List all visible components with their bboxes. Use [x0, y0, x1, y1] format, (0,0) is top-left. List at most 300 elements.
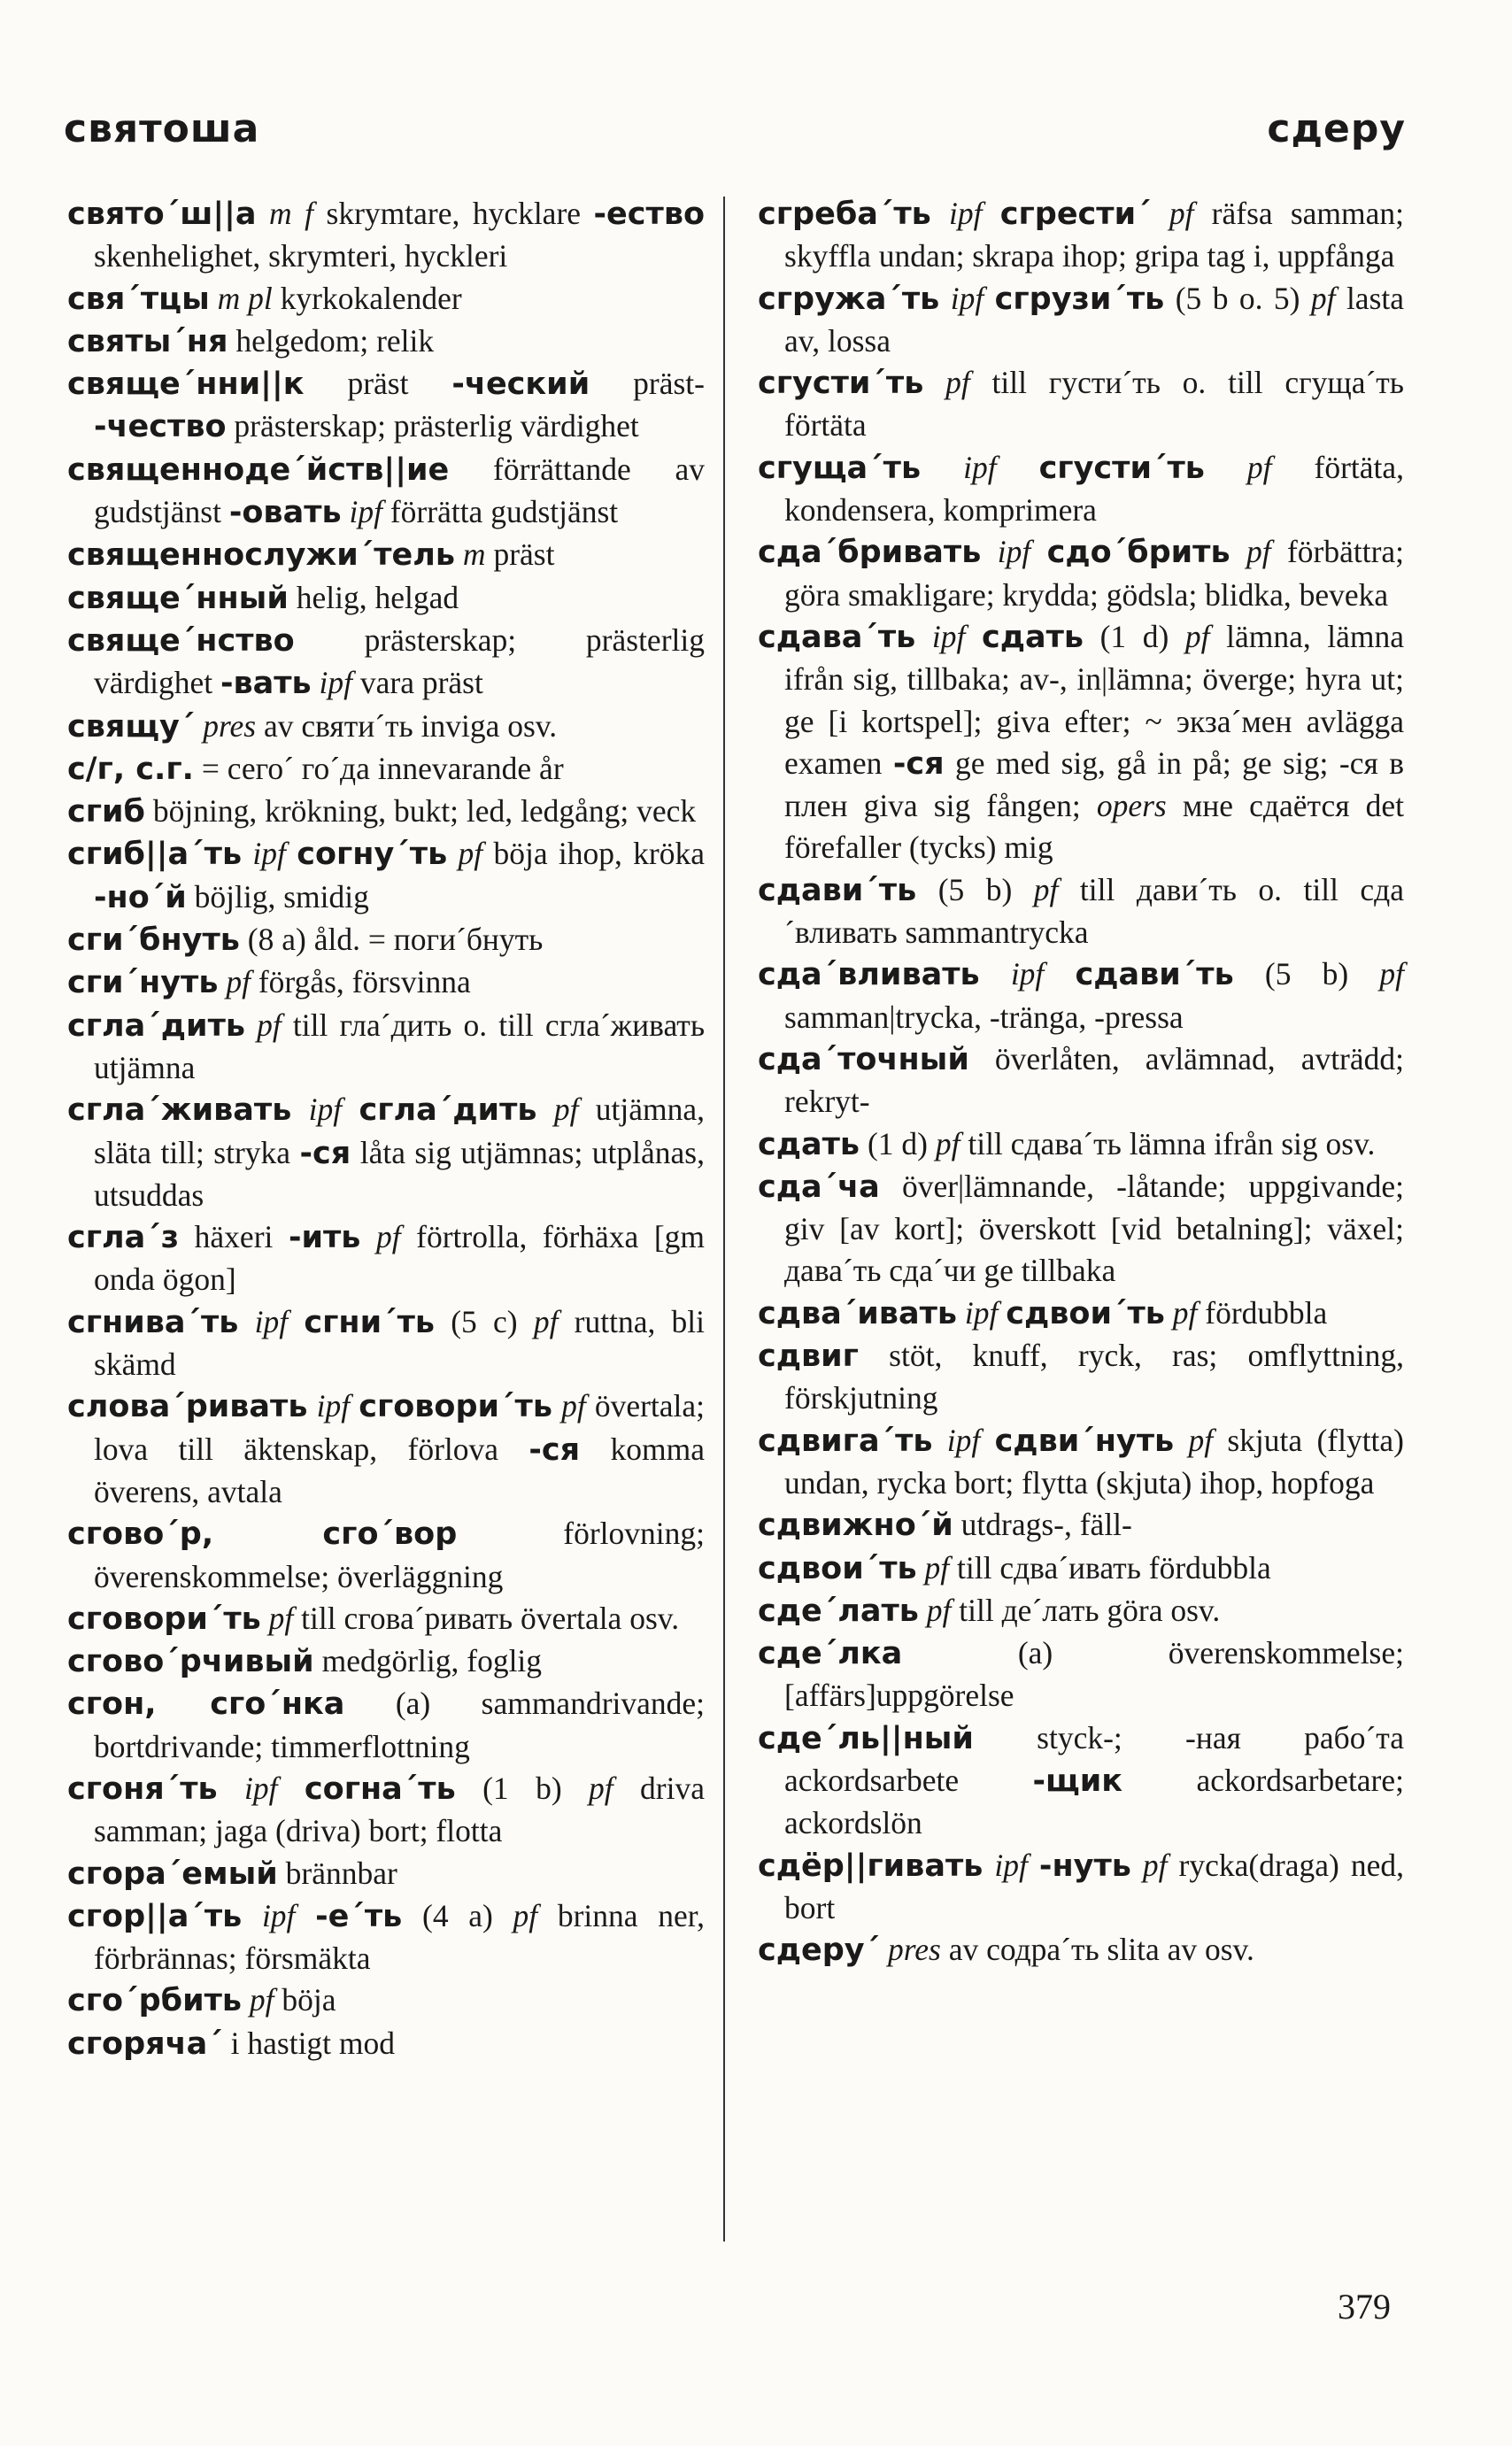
- definition-text: förbättra; göra smakligare; krydda; gödsla; blidka, beveka: [784, 534, 1405, 613]
- grammar-label: pf: [226, 964, 251, 1000]
- definition-text: kyrkokalender: [272, 280, 462, 316]
- definition-text: [312, 665, 320, 700]
- definition-text: [915, 619, 932, 654]
- definition-text: [447, 836, 458, 871]
- dictionary-entry: [67, 706, 705, 748]
- dictionary-entry: [758, 1166, 1404, 1292]
- definition-text: förlovning; överenskommelse; överläggning: [94, 1516, 705, 1594]
- definition-text: [939, 281, 950, 316]
- headword: сги´бнуть: [67, 922, 240, 959]
- definition-text: böja: [274, 1982, 336, 2018]
- headword: сдвижно´й: [758, 1508, 953, 1544]
- headword: сгово´рчивый: [67, 1644, 314, 1680]
- definition-text: samman|trycka, -tränga, -pressa: [784, 999, 1184, 1035]
- grammar-label: pf: [533, 1303, 559, 1339]
- headword: священноде´йств||ие: [67, 451, 450, 488]
- headword: сда´бривать: [758, 535, 982, 571]
- definition-text: (5 b o. 5): [1164, 280, 1311, 316]
- definition-text: [286, 836, 297, 871]
- definition-text: = сего´ го´да innevarande år: [193, 750, 564, 786]
- grammar-label: pf: [1310, 280, 1336, 316]
- headword: сгон, сго´нка: [67, 1686, 345, 1723]
- headword: свяще´нни||к: [67, 367, 305, 403]
- definition-text: (1 b): [455, 1770, 590, 1806]
- grammar-label: ipf: [997, 534, 1031, 570]
- definition-text: helig, helgad: [288, 579, 459, 615]
- definition-text: [933, 1423, 947, 1458]
- grammar-label: m f: [269, 196, 314, 231]
- headword: сгора´емый: [67, 1856, 278, 1892]
- definition-text: [983, 196, 1000, 231]
- derived-form: сдви´нуть: [994, 1423, 1175, 1459]
- definition-text: ackordsarbetare; ackordslön: [784, 1762, 1404, 1841]
- definition-text: [1044, 956, 1075, 992]
- definition-text: [998, 1295, 1006, 1331]
- definition-text: prästerskap; prästerlig värdighet: [94, 621, 705, 701]
- dictionary-entry: [758, 1504, 1404, 1547]
- grammar-label: pf: [1169, 196, 1194, 231]
- definition-text: (5 c): [435, 1303, 534, 1339]
- definition-text: [980, 1423, 994, 1458]
- grammar-label: pf: [1246, 534, 1271, 570]
- definition-text: utjämna, släta till; stryka: [94, 1092, 706, 1170]
- dictionary-entry: [758, 1845, 1404, 1930]
- definition-text: [350, 1388, 359, 1424]
- definition-text: [342, 494, 350, 529]
- headword: сда´вливать: [758, 957, 980, 993]
- dictionary-entry: [67, 1640, 705, 1683]
- definition-text: komma överens, avtala: [94, 1431, 705, 1509]
- grammar-label: pf: [375, 1219, 401, 1255]
- dictionary-entry: [67, 620, 705, 706]
- headword: сгружа´ть: [758, 281, 940, 317]
- definition-text: över|lämnande, -låtande; uppgivande; giv [av kort]; överskott [vid betalning]; växel; дава´ть сда´чи ge tillbaka: [784, 1168, 1404, 1289]
- definition-text: [983, 1848, 994, 1883]
- headword: священнослужи´тель: [67, 537, 456, 574]
- grammar-label: ipf: [244, 1770, 278, 1806]
- dictionary-entry: [67, 1683, 705, 1768]
- definition-text: [923, 365, 945, 400]
- definition-text: [880, 1932, 888, 1967]
- definition-text: [278, 1771, 305, 1806]
- definition-text: stöt, knuff, ryck, ras; omflyttning, förskjutning: [784, 1338, 1404, 1416]
- dictionary-entry: [67, 449, 705, 535]
- grammar-label: ipf: [964, 1294, 999, 1331]
- grammar-label: m pl: [217, 280, 273, 316]
- derived-form: -вать: [220, 666, 312, 702]
- grammar-label: pf: [458, 836, 483, 872]
- headword: сдеру´: [758, 1933, 881, 1969]
- definition-text: vara präst: [352, 665, 483, 701]
- definition-text: prästerskap; prästerlig värdighet: [226, 408, 639, 444]
- definition-text: [1030, 534, 1046, 569]
- definition-text: låta sig utjämnas; utplånas, utsuddas: [94, 1134, 705, 1213]
- definition-text: brinna ner, förbrännas; försmäkta: [94, 1897, 706, 1977]
- headword: с/г, с.г.: [67, 751, 194, 787]
- headword: сгиб||а´ть: [67, 837, 243, 873]
- dictionary-entry: [758, 531, 1404, 616]
- headword: сде´ль||ный: [758, 1720, 974, 1756]
- dictionary-entry: [67, 748, 705, 791]
- dictionary-entry: [758, 1335, 1404, 1420]
- headword: сдвига´ть: [758, 1423, 933, 1459]
- definition-text: förtäta, kondensera, komprimera: [784, 449, 1405, 529]
- dictionary-entry: [758, 193, 1404, 278]
- definition-text: medgörlig, foglig: [313, 1643, 543, 1679]
- definition-text: [1152, 196, 1169, 231]
- headword: сдвиг: [758, 1339, 859, 1375]
- definition-text: styck-; -ная рабо´та ackordsarbete: [784, 1719, 1404, 1798]
- dictionary-entry: [758, 953, 1404, 1038]
- grammar-label: pf: [1033, 871, 1059, 907]
- grammar-label: pf: [1246, 449, 1272, 485]
- dictionary-entry: [67, 791, 705, 833]
- headword: сгреба´ть: [758, 197, 931, 232]
- grammar-label: pf: [926, 1592, 952, 1628]
- grammar-label: ipf: [1010, 956, 1045, 992]
- dictionary-entry: [67, 919, 705, 961]
- headword: сгусти´ть: [758, 366, 924, 402]
- definition-text: böja ihop, kröka: [482, 836, 706, 872]
- headword: сго´рбить: [67, 1983, 243, 2019]
- definition-text: lämna, lämna ifrån sig, tillbaka; av-, in|lämna; överge; hyra ut; ge [i kortspel]; giva efter; ~ экза´мен avlägga examen: [784, 618, 1405, 781]
- definition-text: till де´лать göra osv.: [951, 1592, 1221, 1628]
- grammar-label: pf: [924, 1549, 950, 1586]
- definition-text: [1028, 1848, 1039, 1883]
- definition-text: [242, 836, 252, 871]
- dictionary-entry: [67, 1598, 705, 1640]
- definition-text: förgås, försvinna: [250, 964, 471, 1000]
- grammar-label: ipf: [949, 196, 983, 231]
- dictionary-entry: [67, 1385, 705, 1513]
- headword: свяще´нство: [67, 622, 295, 659]
- definition-text: av содра´ть slita av osv.: [940, 1932, 1254, 1968]
- dictionary-entry: [758, 1038, 1404, 1123]
- dictionary-entry: [758, 1547, 1404, 1590]
- definition-text: [957, 1295, 965, 1331]
- headword: свя´тцы: [67, 281, 210, 317]
- dictionary-entry: [758, 1632, 1404, 1717]
- grammar-label: m: [462, 536, 486, 573]
- dictionary-entry: [67, 1513, 705, 1598]
- grammar-label: opers: [1096, 788, 1167, 824]
- dictionary-entry: [67, 2023, 705, 2065]
- definition-text: мне сдаётся det förefaller (tycks) mig: [784, 788, 1404, 866]
- derived-form: сдави´ть: [1075, 957, 1234, 993]
- definition-text: [552, 1388, 561, 1424]
- dictionary-entry: [758, 869, 1404, 954]
- definition-text: rycka(draga) ned, bort: [784, 1847, 1405, 1925]
- definition-text: [238, 1304, 254, 1339]
- definition-text: präst: [485, 536, 555, 573]
- definition-text: [919, 1593, 927, 1628]
- headword: сдёр||гивать: [758, 1848, 984, 1884]
- headword: сдава´ть: [758, 619, 916, 655]
- definition-text: förrätta gudstjänst: [382, 494, 619, 530]
- running-header-right: сдеру: [1267, 106, 1406, 151]
- dictionary-entry: [67, 833, 705, 919]
- column-divider: [723, 197, 725, 2242]
- definition-text: präst: [304, 366, 452, 402]
- running-header-left: святоша: [64, 106, 260, 151]
- dictionary-entry: [67, 1979, 705, 2022]
- definition-text: [1131, 1848, 1143, 1883]
- definition-text: [291, 1092, 308, 1127]
- dictionary-entry: [67, 1216, 705, 1301]
- definition-text: [1205, 450, 1247, 485]
- definition-text: lasta av, lossa: [784, 280, 1405, 359]
- headword: сгла´з: [67, 1220, 180, 1256]
- derived-form: -ся: [892, 745, 945, 782]
- definition-text: förrättande av gudstjänst: [94, 451, 705, 530]
- grammar-label: pf: [935, 1125, 960, 1161]
- headword: сгла´живать: [67, 1092, 292, 1129]
- headword: сгор||а´ть: [67, 1898, 243, 1934]
- definition-text: (1 d): [1084, 618, 1185, 654]
- definition-text: [288, 1304, 304, 1339]
- dictionary-entry: [758, 362, 1404, 447]
- definition-text: (1 d): [860, 1125, 936, 1161]
- grammar-label: pres: [888, 1932, 941, 1968]
- dictionary-entry: [67, 363, 705, 449]
- grammar-label: pf: [1142, 1847, 1168, 1883]
- grammar-label: pf: [589, 1770, 613, 1806]
- derived-form: сгусти´ть: [1038, 450, 1205, 486]
- left-column: [67, 193, 705, 2065]
- dictionary-entry: [758, 1590, 1404, 1632]
- derived-form: -ческий: [451, 367, 590, 403]
- dictionary-entry: [67, 193, 705, 278]
- headword: свяще´нный: [67, 580, 289, 616]
- headword: святы´ня: [67, 323, 228, 359]
- definition-text: helgedom; relik: [228, 322, 435, 359]
- headword: сда´ча: [758, 1169, 880, 1205]
- dictionary-entry: [67, 320, 705, 363]
- grammar-label: ipf: [319, 665, 353, 701]
- grammar-label: ipf: [349, 494, 382, 530]
- dictionary-entry: [67, 577, 705, 620]
- right-column: [758, 193, 1404, 1971]
- definition-text: driva samman; jaga (driva) bort; flotta: [94, 1770, 705, 1849]
- definition-text: [455, 536, 463, 572]
- definition-text: [261, 1601, 269, 1636]
- definition-text: [931, 196, 949, 231]
- dictionary-entry: [67, 534, 705, 576]
- derived-form: сговори´ть: [359, 1389, 552, 1425]
- dictionary-entry: [758, 278, 1404, 363]
- definition-text: fördubbla: [1197, 1294, 1328, 1331]
- headword: сги´нуть: [67, 965, 219, 1001]
- definition-text: överlåten, avlämnad, avträdd; rekryt-: [784, 1040, 1404, 1120]
- derived-form: сдать: [981, 619, 1084, 655]
- definition-text: [537, 1092, 554, 1127]
- grammar-label: ipf: [261, 1897, 296, 1933]
- definition-text: [195, 708, 203, 744]
- definition-text: till гла´дить o. till сгла´живать utjämna: [94, 1007, 706, 1085]
- derived-form: -но´й: [94, 879, 187, 915]
- derived-form: -чество: [94, 409, 227, 445]
- definition-text: (4 a): [402, 1897, 513, 1933]
- grammar-label: ipf: [254, 1303, 289, 1339]
- dictionary-entry: [67, 1089, 705, 1216]
- dictionary-entry: [758, 616, 1404, 869]
- definition-text: till сдва´ивать fördubbla: [949, 1549, 1271, 1586]
- derived-form: согну´ть: [297, 837, 448, 873]
- definition-text: till сгова´ривать övertala osv.: [293, 1600, 680, 1636]
- definition-text: [921, 450, 963, 485]
- grammar-label: pf: [1379, 956, 1405, 992]
- definition-text: brännbar: [277, 1855, 397, 1891]
- grammar-label: pres: [203, 707, 257, 744]
- headword: сгиб: [67, 794, 145, 830]
- derived-form: -ся: [528, 1431, 581, 1468]
- derived-form: сдо´брить: [1046, 535, 1230, 571]
- definition-text: böjlig, smidig: [186, 878, 369, 914]
- grammar-label: ipf: [994, 1847, 1028, 1883]
- definition-text: [218, 1771, 244, 1806]
- definition-text: [984, 281, 994, 316]
- dictionary-entry: [67, 278, 705, 320]
- headword: сгуща´ть: [758, 450, 922, 486]
- definition-text: [1174, 1423, 1188, 1458]
- definition-text: till сдава´ть lämna ifrån sig osv.: [960, 1125, 1376, 1161]
- definition-text: [980, 956, 1011, 992]
- grammar-label: ipf: [931, 618, 966, 654]
- derived-form: -щик: [1032, 1763, 1123, 1799]
- grammar-label: pf: [1188, 1422, 1214, 1458]
- derived-form: -ество: [593, 197, 706, 232]
- dictionary-entry: [67, 1005, 705, 1090]
- dictionary-entry: [67, 1853, 705, 1895]
- definition-text: ruttna, bli skämd: [94, 1303, 706, 1383]
- grammar-label: pf: [257, 1007, 282, 1043]
- headword: свящу´: [67, 708, 196, 745]
- headword: свято´ш||а: [67, 197, 257, 232]
- dictionary-entry: [67, 1895, 705, 1980]
- dictionary-entry: [758, 1123, 1404, 1166]
- definition-text: [242, 1982, 250, 2018]
- definition-text: [981, 534, 997, 569]
- definition-text: [1230, 534, 1246, 569]
- grammar-label: pf: [561, 1388, 586, 1424]
- grammar-label: ipf: [252, 836, 286, 872]
- definition-text: skjuta (flytta) undan, rycka bort; flytta (skjuta) ihop, hopfoga: [784, 1422, 1404, 1501]
- derived-form: -е´ть: [315, 1898, 403, 1934]
- definition-text: räfsa samman; skyffla undan; skrapa ihop; gripa tag i, uppfånga: [784, 196, 1405, 274]
- definition-text: [210, 281, 218, 316]
- definition-text: [242, 1898, 262, 1933]
- headword: сгоня´ть: [67, 1771, 218, 1807]
- derived-form: -нуть: [1038, 1848, 1131, 1884]
- definition-text: utdrags-, fäll-: [953, 1507, 1132, 1543]
- derived-form: -ся: [299, 1135, 351, 1171]
- derived-form: сгрести´: [999, 197, 1152, 232]
- definition-text: skenhelighet, skrymteri, hyckleri: [94, 238, 508, 274]
- headword: сде´лать: [758, 1593, 919, 1629]
- grammar-label: pf: [945, 365, 970, 401]
- definition-text: [295, 1898, 315, 1933]
- definition-text: präst-: [590, 366, 705, 402]
- definition-text: övertala; lova till äktenskap, förlova: [94, 1388, 706, 1467]
- dictionary-entry: [758, 1292, 1404, 1335]
- headword: сда´точный: [758, 1041, 969, 1077]
- derived-form: сгла´дить: [359, 1092, 537, 1129]
- derived-form: -ить: [288, 1220, 361, 1256]
- grammar-label: ipf: [963, 449, 997, 485]
- grammar-label: pf: [1172, 1294, 1198, 1331]
- definition-text: ge med sig, gå in på; ge sig; -ся в плен giva sig fången;: [784, 745, 1404, 824]
- headword: сгово´р, сго´вор: [67, 1516, 458, 1553]
- definition-text: (a) sammandrivande; bortdrivande; timmerflottning: [94, 1686, 705, 1764]
- page-number: 379: [1338, 2287, 1391, 2326]
- headword: сде´лка: [758, 1636, 903, 1672]
- definition-text: i hastigt mod: [222, 2025, 396, 2061]
- definition-text: [917, 1550, 925, 1586]
- headword: сдави´ть: [758, 872, 917, 908]
- grammar-label: ipf: [308, 1092, 343, 1128]
- derived-form: сгрузи´ть: [994, 281, 1165, 317]
- definition-text: (a) överenskommelse; [affärs]uppgörelse: [784, 1635, 1404, 1714]
- derived-form: согна´ть: [304, 1771, 456, 1807]
- dictionary-entry: [758, 1717, 1404, 1845]
- grammar-label: ipf: [950, 280, 984, 316]
- headword: сдвои´ть: [758, 1550, 917, 1586]
- grammar-label: pf: [1184, 618, 1210, 654]
- grammar-label: pf: [553, 1092, 579, 1128]
- dictionary-entry: [758, 1929, 1404, 1971]
- grammar-label: pf: [249, 1982, 274, 2018]
- definition-text: [997, 450, 1039, 485]
- grammar-label: pf: [268, 1600, 294, 1636]
- definition-text: [342, 1092, 359, 1127]
- dictionary-entry: [758, 447, 1404, 532]
- definition-text: böjning, krökning, bukt; led, ledgång; veck: [145, 793, 697, 829]
- definition-text: skrymtare, hycklare: [313, 196, 594, 231]
- headword: сдва´ивать: [758, 1295, 957, 1331]
- headword: сговори´ть: [67, 1601, 261, 1637]
- definition-text: (5 b): [1233, 956, 1380, 992]
- definition-text: häxeri: [179, 1219, 289, 1255]
- definition-text: [245, 1007, 257, 1043]
- headword: сгоряча´: [67, 2025, 223, 2062]
- definition-text: [965, 619, 982, 654]
- dictionary-entry: [67, 1768, 705, 1853]
- headword: сгнива´ть: [67, 1304, 239, 1340]
- definition-text: (5 b): [916, 871, 1034, 907]
- grammar-label: pf: [513, 1897, 538, 1933]
- definition-text: [1165, 1295, 1173, 1331]
- headword: сгла´дить: [67, 1007, 245, 1044]
- definition-text: [257, 196, 269, 231]
- definition-text: till дави´ть o. till сда´вливать sammantrycka: [784, 871, 1404, 951]
- derived-form: -овать: [228, 495, 342, 531]
- definition-text: (8 a) åld. = поги´бнуть: [239, 922, 544, 958]
- dictionary-entry: [67, 961, 705, 1004]
- headword: слова´ривать: [67, 1389, 308, 1425]
- definition-text: till густи´ть o. till сгуща´ть förtäta: [784, 365, 1405, 444]
- definition-text: [307, 1388, 316, 1424]
- definition-text: förtrolla, förhäxa [gm onda ögon]: [94, 1219, 706, 1298]
- derived-form: сгни´ть: [304, 1304, 436, 1340]
- dictionary-entry: [67, 1301, 705, 1386]
- grammar-label: ipf: [316, 1388, 351, 1424]
- grammar-label: ipf: [946, 1422, 981, 1458]
- definition-text: [360, 1219, 376, 1254]
- derived-form: сдвои´ть: [1006, 1295, 1165, 1331]
- dictionary-entry: [758, 1420, 1404, 1505]
- headword: сдать: [758, 1126, 860, 1162]
- definition-text: av святи´ть inviga osv.: [256, 707, 558, 744]
